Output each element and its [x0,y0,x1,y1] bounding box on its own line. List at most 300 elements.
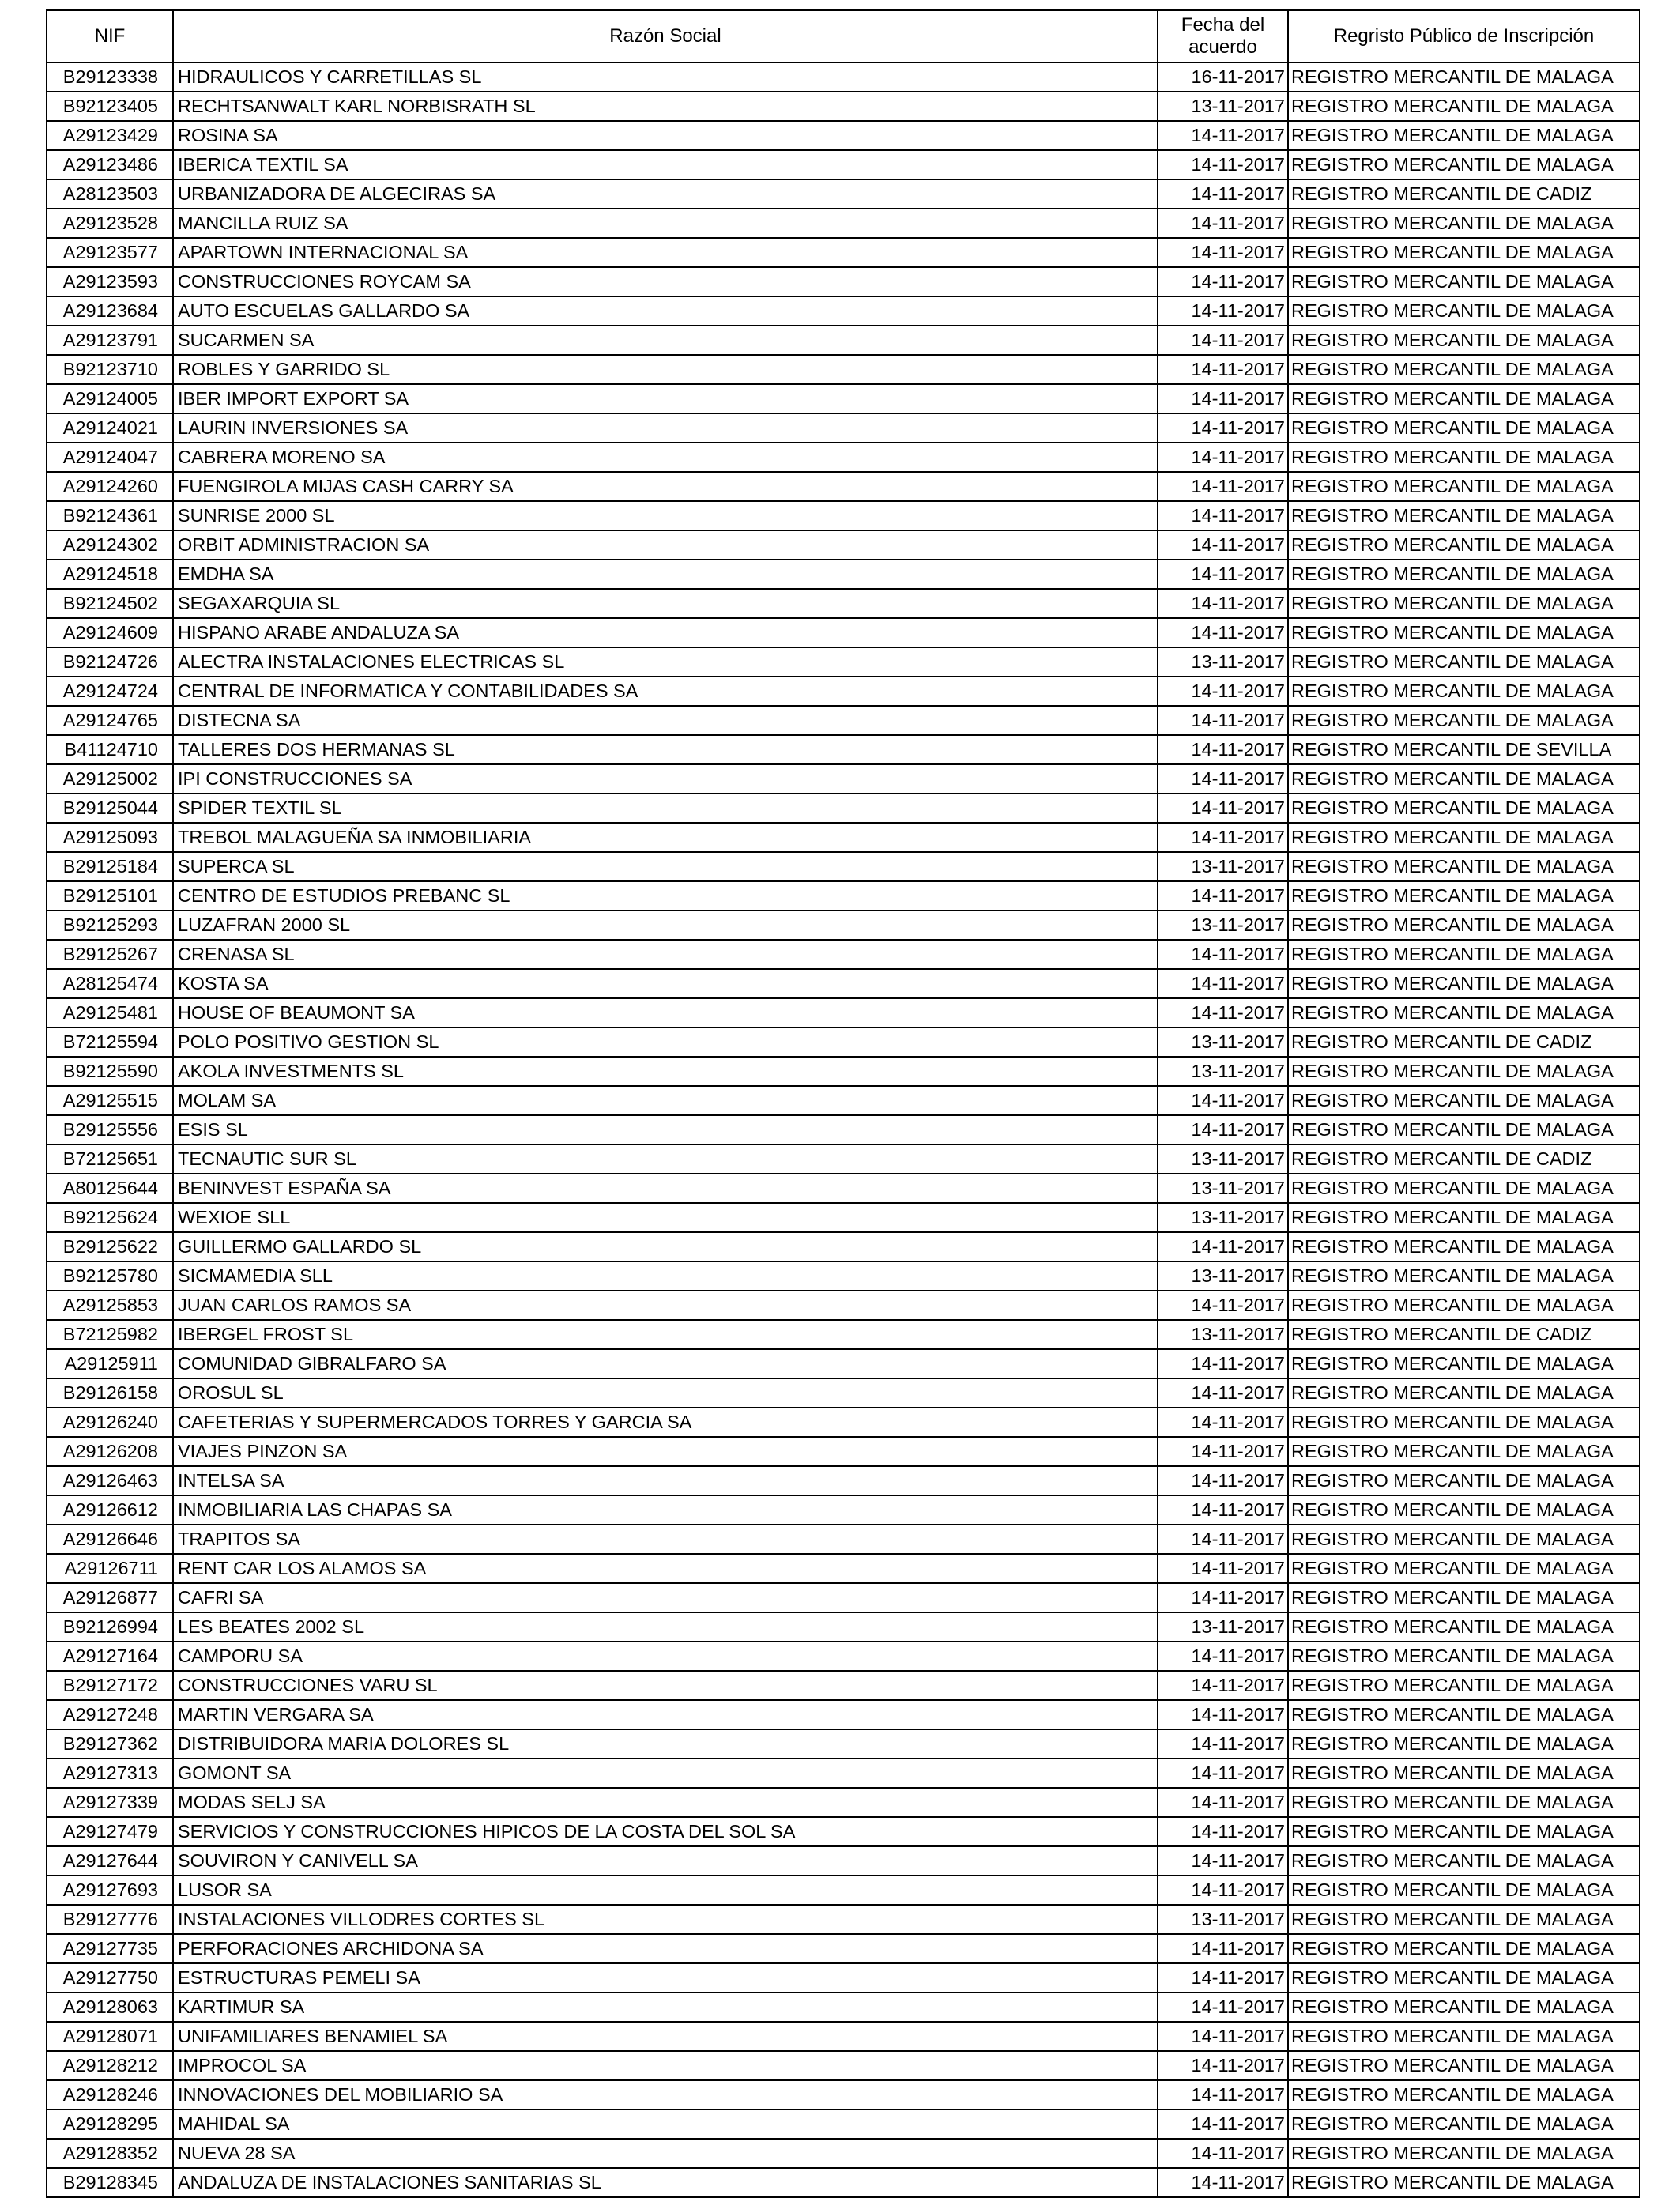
cell-registro: REGISTRO MERCANTIL DE SEVILLA [1288,735,1640,764]
cell-registro: REGISTRO MERCANTIL DE MALAGA [1288,1700,1640,1729]
cell-razon-social: ALECTRA INSTALACIONES ELECTRICAS SL [173,647,1158,677]
cell-nif: A29128071 [47,2022,173,2051]
cell-registro: REGISTRO MERCANTIL DE MALAGA [1288,647,1640,677]
cell-registro: REGISTRO MERCANTIL DE CADIZ [1288,179,1640,209]
cell-fecha: 14-11-2017 [1158,1729,1288,1759]
cell-razon-social: FUENGIROLA MIJAS CASH CARRY SA [173,472,1158,501]
table-row [47,735,1640,764]
cell-registro: REGISTRO MERCANTIL DE MALAGA [1288,2168,1640,2197]
cell-razon-social: ROSINA SA [173,121,1158,150]
cell-fecha: 13-11-2017 [1158,1057,1288,1086]
cell-nif: A29128063 [47,1993,173,2022]
table-row [47,2022,1640,2051]
cell-nif: A29127750 [47,1963,173,1993]
cell-fecha: 13-11-2017 [1158,1027,1288,1057]
cell-registro: REGISTRO MERCANTIL DE CADIZ [1288,1144,1640,1174]
header-registro: Regristo Público de Inscripción [1288,10,1640,62]
cell-registro: REGISTRO MERCANTIL DE MALAGA [1288,1495,1640,1525]
cell-fecha: 14-11-2017 [1158,150,1288,179]
cell-razon-social: JUAN CARLOS RAMOS SA [173,1291,1158,1320]
cell-nif: B29125267 [47,940,173,969]
table-row [47,2080,1640,2109]
cell-fecha: 13-11-2017 [1158,1174,1288,1203]
cell-registro: REGISTRO MERCANTIL DE MALAGA [1288,1846,1640,1876]
table-row [47,267,1640,296]
cell-nif: A29126646 [47,1525,173,1554]
cell-fecha: 14-11-2017 [1158,121,1288,150]
table-row [47,969,1640,998]
cell-fecha: 14-11-2017 [1158,1115,1288,1144]
cell-nif: A29123684 [47,296,173,326]
cell-registro: REGISTRO MERCANTIL DE MALAGA [1288,1905,1640,1934]
cell-razon-social: ROBLES Y GARRIDO SL [173,355,1158,384]
table-row [47,677,1640,706]
table-row [47,1642,1640,1671]
table-row [47,92,1640,121]
cell-registro: REGISTRO MERCANTIL DE MALAGA [1288,1583,1640,1612]
cell-registro: REGISTRO MERCANTIL DE MALAGA [1288,794,1640,823]
cell-fecha: 14-11-2017 [1158,1349,1288,1378]
cell-registro: REGISTRO MERCANTIL DE MALAGA [1288,1232,1640,1261]
cell-registro: REGISTRO MERCANTIL DE MALAGA [1288,764,1640,794]
cell-razon-social: MODAS SELJ SA [173,1788,1158,1817]
cell-razon-social: HIDRAULICOS Y CARRETILLAS SL [173,62,1158,92]
cell-nif: B92124361 [47,501,173,530]
header-fecha-acuerdo [1158,10,1288,62]
cell-razon-social: PERFORACIONES ARCHIDONA SA [173,1934,1158,1963]
table-row [47,2109,1640,2139]
cell-registro: REGISTRO MERCANTIL DE MALAGA [1288,1759,1640,1788]
cell-nif: A29124765 [47,706,173,735]
table-row [47,1876,1640,1905]
cell-registro: REGISTRO MERCANTIL DE MALAGA [1288,1203,1640,1232]
cell-nif: B92123405 [47,92,173,121]
cell-registro: REGISTRO MERCANTIL DE MALAGA [1288,969,1640,998]
cell-registro: REGISTRO MERCANTIL DE MALAGA [1288,2051,1640,2080]
cell-fecha: 14-11-2017 [1158,209,1288,238]
cell-registro: REGISTRO MERCANTIL DE MALAGA [1288,1057,1640,1086]
table-row [47,1729,1640,1759]
table-row [47,2051,1640,2080]
table-row [47,384,1640,413]
cell-razon-social: LES BEATES 2002 SL [173,1612,1158,1642]
table-row [47,326,1640,355]
cell-nif: A29124005 [47,384,173,413]
cell-razon-social: VIAJES PINZON SA [173,1437,1158,1466]
cell-razon-social: INNOVACIONES DEL MOBILIARIO SA [173,2080,1158,2109]
table-row [47,1115,1640,1144]
table-row [47,1612,1640,1642]
cell-fecha: 14-11-2017 [1158,2022,1288,2051]
cell-fecha: 14-11-2017 [1158,589,1288,618]
cell-fecha: 13-11-2017 [1158,1612,1288,1642]
table-row [47,530,1640,560]
cell-registro: REGISTRO MERCANTIL DE MALAGA [1288,1642,1640,1671]
cell-razon-social: INTELSA SA [173,1466,1158,1495]
table-row [47,881,1640,910]
cell-nif: A29123528 [47,209,173,238]
cell-fecha: 13-11-2017 [1158,1261,1288,1291]
cell-nif: B72125651 [47,1144,173,1174]
cell-razon-social: RECHTSANWALT KARL NORBISRATH SL [173,92,1158,121]
cell-razon-social: IBER IMPORT EXPORT SA [173,384,1158,413]
cell-nif: A29127693 [47,1876,173,1905]
cell-registro: REGISTRO MERCANTIL DE MALAGA [1288,1788,1640,1817]
header-nif: NIF [47,10,173,62]
cell-registro: REGISTRO MERCANTIL DE MALAGA [1288,589,1640,618]
cell-razon-social: IPI CONSTRUCCIONES SA [173,764,1158,794]
cell-fecha: 14-11-2017 [1158,472,1288,501]
cell-nif: B92126994 [47,1612,173,1642]
cell-razon-social: INMOBILIARIA LAS CHAPAS SA [173,1495,1158,1525]
table-row [47,1846,1640,1876]
cell-registro: REGISTRO MERCANTIL DE MALAGA [1288,1612,1640,1642]
cell-nif: A29125481 [47,998,173,1027]
cell-fecha: 14-11-2017 [1158,355,1288,384]
cell-fecha: 14-11-2017 [1158,296,1288,326]
cell-registro: REGISTRO MERCANTIL DE MALAGA [1288,1934,1640,1963]
cell-nif: B29127776 [47,1905,173,1934]
cell-registro: REGISTRO MERCANTIL DE MALAGA [1288,1086,1640,1115]
table-row [47,1437,1640,1466]
table-row [47,794,1640,823]
cell-nif: A29124260 [47,472,173,501]
cell-nif: A29127248 [47,1700,173,1729]
cell-razon-social: CAFETERIAS Y SUPERMERCADOS TORRES Y GARCIA SA [173,1408,1158,1437]
companies-table [46,9,1640,2198]
cell-fecha: 14-11-2017 [1158,1671,1288,1700]
cell-fecha: 14-11-2017 [1158,443,1288,472]
table-row [47,2168,1640,2197]
cell-nif: A29128246 [47,2080,173,2109]
cell-nif: A29126240 [47,1408,173,1437]
cell-razon-social: AKOLA INVESTMENTS SL [173,1057,1158,1086]
table-row [47,1934,1640,1963]
cell-nif: B92125624 [47,1203,173,1232]
cell-fecha: 14-11-2017 [1158,1086,1288,1115]
table-row [47,1788,1640,1817]
cell-fecha: 14-11-2017 [1158,560,1288,589]
cell-nif: A29126877 [47,1583,173,1612]
cell-razon-social: DISTRIBUIDORA MARIA DOLORES SL [173,1729,1158,1759]
cell-nif: B92123710 [47,355,173,384]
cell-razon-social: ANDALUZA DE INSTALACIONES SANITARIAS SL [173,2168,1158,2197]
cell-nif: A28123503 [47,179,173,209]
cell-fecha: 14-11-2017 [1158,618,1288,647]
cell-fecha: 14-11-2017 [1158,1408,1288,1437]
cell-fecha: 14-11-2017 [1158,969,1288,998]
cell-razon-social: CENTRAL DE INFORMATICA Y CONTABILIDADES SA [173,677,1158,706]
cell-registro: REGISTRO MERCANTIL DE MALAGA [1288,267,1640,296]
cell-razon-social: OROSUL SL [173,1378,1158,1408]
table-row [47,1700,1640,1729]
table-row [47,1203,1640,1232]
cell-registro: REGISTRO MERCANTIL DE MALAGA [1288,2022,1640,2051]
cell-nif: A29125911 [47,1349,173,1378]
cell-razon-social: KARTIMUR SA [173,1993,1158,2022]
table-row [47,1027,1640,1057]
cell-nif: A29128212 [47,2051,173,2080]
table-row [47,764,1640,794]
cell-nif: B29123338 [47,62,173,92]
cell-nif: A29123486 [47,150,173,179]
cell-razon-social: COMUNIDAD GIBRALFARO SA [173,1349,1158,1378]
cell-razon-social: URBANIZADORA DE ALGECIRAS SA [173,179,1158,209]
table-row [47,413,1640,443]
cell-registro: REGISTRO MERCANTIL DE MALAGA [1288,1291,1640,1320]
cell-razon-social: LUZAFRAN 2000 SL [173,910,1158,940]
cell-razon-social: ESTRUCTURAS PEMELI SA [173,1963,1158,1993]
cell-fecha: 14-11-2017 [1158,2080,1288,2109]
cell-nif: A29127479 [47,1817,173,1846]
cell-fecha: 14-11-2017 [1158,794,1288,823]
table-row [47,1349,1640,1378]
cell-razon-social: UNIFAMILIARES BENAMIEL SA [173,2022,1158,2051]
cell-razon-social: WEXIOE SLL [173,1203,1158,1232]
cell-fecha: 14-11-2017 [1158,1876,1288,1905]
cell-razon-social: SUNRISE 2000 SL [173,501,1158,530]
cell-fecha: 14-11-2017 [1158,384,1288,413]
cell-registro: REGISTRO MERCANTIL DE MALAGA [1288,150,1640,179]
cell-fecha: 13-11-2017 [1158,1203,1288,1232]
table-row [47,852,1640,881]
table-row [47,1993,1640,2022]
table-row [47,238,1640,267]
cell-registro: REGISTRO MERCANTIL DE MALAGA [1288,940,1640,969]
header-fecha-line2: acuerdo [1188,36,1257,58]
cell-registro: REGISTRO MERCANTIL DE MALAGA [1288,677,1640,706]
table-row [47,62,1640,92]
cell-nif: A29124724 [47,677,173,706]
cell-nif: B29125622 [47,1232,173,1261]
cell-razon-social: SERVICIOS Y CONSTRUCCIONES HIPICOS DE LA COSTA DEL SOL SA [173,1817,1158,1846]
cell-razon-social: CABRERA MORENO SA [173,443,1158,472]
cell-nif: B29127362 [47,1729,173,1759]
cell-registro: REGISTRO MERCANTIL DE MALAGA [1288,1671,1640,1700]
cell-nif: A29127735 [47,1934,173,1963]
cell-nif: A29126612 [47,1495,173,1525]
cell-registro: REGISTRO MERCANTIL DE MALAGA [1288,2080,1640,2109]
cell-razon-social: SEGAXARQUIA SL [173,589,1158,618]
cell-razon-social: APARTOWN INTERNACIONAL SA [173,238,1158,267]
table-row [47,1144,1640,1174]
cell-fecha: 14-11-2017 [1158,1934,1288,1963]
cell-nif: B92124502 [47,589,173,618]
table-row [47,1817,1640,1846]
cell-razon-social: CAFRI SA [173,1583,1158,1612]
cell-registro: REGISTRO MERCANTIL DE MALAGA [1288,1378,1640,1408]
cell-razon-social: CONSTRUCCIONES VARU SL [173,1671,1158,1700]
cell-razon-social: EMDHA SA [173,560,1158,589]
cell-registro: REGISTRO MERCANTIL DE MALAGA [1288,238,1640,267]
cell-nif: B92125590 [47,1057,173,1086]
cell-fecha: 14-11-2017 [1158,1846,1288,1876]
cell-registro: REGISTRO MERCANTIL DE MALAGA [1288,823,1640,852]
cell-fecha: 13-11-2017 [1158,910,1288,940]
cell-fecha: 14-11-2017 [1158,267,1288,296]
cell-registro: REGISTRO MERCANTIL DE MALAGA [1288,1466,1640,1495]
cell-registro: REGISTRO MERCANTIL DE MALAGA [1288,1408,1640,1437]
table-row [47,1905,1640,1934]
table-row [47,1963,1640,1993]
cell-registro: REGISTRO MERCANTIL DE MALAGA [1288,1554,1640,1583]
cell-razon-social: AUTO ESCUELAS GALLARDO SA [173,296,1158,326]
cell-nif: B92125780 [47,1261,173,1291]
header-razon-social: Razón Social [173,10,1158,62]
table-row [47,998,1640,1027]
cell-fecha: 13-11-2017 [1158,92,1288,121]
cell-razon-social: NUEVA 28 SA [173,2139,1158,2168]
table-row [47,1291,1640,1320]
cell-registro: REGISTRO MERCANTIL DE MALAGA [1288,1174,1640,1203]
cell-fecha: 13-11-2017 [1158,1905,1288,1934]
cell-razon-social: GOMONT SA [173,1759,1158,1788]
cell-registro: REGISTRO MERCANTIL DE MALAGA [1288,1729,1640,1759]
cell-razon-social: RENT CAR LOS ALAMOS SA [173,1554,1158,1583]
table-row [47,209,1640,238]
cell-registro: REGISTRO MERCANTIL DE MALAGA [1288,384,1640,413]
cell-fecha: 14-11-2017 [1158,677,1288,706]
table-row [47,443,1640,472]
table-row [47,1232,1640,1261]
cell-fecha: 14-11-2017 [1158,764,1288,794]
header-row [47,10,1640,62]
cell-fecha: 16-11-2017 [1158,62,1288,92]
cell-razon-social: MARTIN VERGARA SA [173,1700,1158,1729]
cell-registro: REGISTRO MERCANTIL DE MALAGA [1288,530,1640,560]
cell-fecha: 14-11-2017 [1158,1291,1288,1320]
table-row [47,1671,1640,1700]
cell-razon-social: CONSTRUCCIONES ROYCAM SA [173,267,1158,296]
cell-nif: A29125093 [47,823,173,852]
cell-nif: B72125982 [47,1320,173,1349]
cell-registro: REGISTRO MERCANTIL DE MALAGA [1288,443,1640,472]
cell-razon-social: TECNAUTIC SUR SL [173,1144,1158,1174]
cell-fecha: 13-11-2017 [1158,647,1288,677]
cell-fecha: 14-11-2017 [1158,530,1288,560]
cell-razon-social: TALLERES DOS HERMANAS SL [173,735,1158,764]
cell-nif: B29125184 [47,852,173,881]
cell-registro: REGISTRO MERCANTIL DE MALAGA [1288,1876,1640,1905]
table-row [47,1174,1640,1203]
cell-fecha: 14-11-2017 [1158,2109,1288,2139]
cell-fecha: 14-11-2017 [1158,1642,1288,1671]
cell-nif: A29126711 [47,1554,173,1583]
cell-nif: A29125853 [47,1291,173,1320]
table-row [47,823,1640,852]
cell-registro: REGISTRO MERCANTIL DE MALAGA [1288,209,1640,238]
cell-fecha: 13-11-2017 [1158,1144,1288,1174]
cell-registro: REGISTRO MERCANTIL DE MALAGA [1288,1963,1640,1993]
table-row [47,647,1640,677]
cell-fecha: 14-11-2017 [1158,2168,1288,2197]
cell-registro: REGISTRO MERCANTIL DE MALAGA [1288,501,1640,530]
cell-registro: REGISTRO MERCANTIL DE MALAGA [1288,1993,1640,2022]
cell-registro: REGISTRO MERCANTIL DE CADIZ [1288,1027,1640,1057]
cell-nif: A29127339 [47,1788,173,1817]
cell-razon-social: TRAPITOS SA [173,1525,1158,1554]
cell-fecha: 14-11-2017 [1158,413,1288,443]
cell-razon-social: LUSOR SA [173,1876,1158,1905]
cell-nif: B29125556 [47,1115,173,1144]
cell-fecha: 14-11-2017 [1158,326,1288,355]
cell-razon-social: ESIS SL [173,1115,1158,1144]
cell-registro: REGISTRO MERCANTIL DE MALAGA [1288,1115,1640,1144]
cell-nif: B29127172 [47,1671,173,1700]
cell-razon-social: CAMPORU SA [173,1642,1158,1671]
cell-fecha: 14-11-2017 [1158,1963,1288,1993]
cell-registro: REGISTRO MERCANTIL DE MALAGA [1288,1437,1640,1466]
cell-fecha: 14-11-2017 [1158,706,1288,735]
cell-razon-social: HOUSE OF BEAUMONT SA [173,998,1158,1027]
cell-razon-social: MANCILLA RUIZ SA [173,209,1158,238]
cell-nif: A29127164 [47,1642,173,1671]
cell-razon-social: IMPROCOL SA [173,2051,1158,2080]
cell-razon-social: MOLAM SA [173,1086,1158,1115]
cell-registro: REGISTRO MERCANTIL DE MALAGA [1288,881,1640,910]
cell-razon-social: SPIDER TEXTIL SL [173,794,1158,823]
cell-fecha: 14-11-2017 [1158,501,1288,530]
cell-registro: REGISTRO MERCANTIL DE MALAGA [1288,1349,1640,1378]
cell-fecha: 14-11-2017 [1158,881,1288,910]
cell-razon-social: KOSTA SA [173,969,1158,998]
table-row [47,1320,1640,1349]
cell-razon-social: TREBOL MALAGUEÑA SA INMOBILIARIA [173,823,1158,852]
cell-fecha: 14-11-2017 [1158,179,1288,209]
cell-nif: B29126158 [47,1378,173,1408]
cell-fecha: 14-11-2017 [1158,940,1288,969]
cell-registro: REGISTRO MERCANTIL DE MALAGA [1288,998,1640,1027]
cell-razon-social: SICMAMEDIA SLL [173,1261,1158,1291]
table-row [47,121,1640,150]
cell-razon-social: HISPANO ARABE ANDALUZA SA [173,618,1158,647]
cell-fecha: 14-11-2017 [1158,1554,1288,1583]
cell-fecha: 14-11-2017 [1158,1495,1288,1525]
cell-registro: REGISTRO MERCANTIL DE MALAGA [1288,62,1640,92]
table-row [47,1495,1640,1525]
cell-nif: B92124726 [47,647,173,677]
table-row [47,501,1640,530]
cell-razon-social: DISTECNA SA [173,706,1158,735]
cell-registro: REGISTRO MERCANTIL DE MALAGA [1288,1261,1640,1291]
cell-registro: REGISTRO MERCANTIL DE MALAGA [1288,355,1640,384]
table-row [47,1759,1640,1788]
cell-razon-social: CENTRO DE ESTUDIOS PREBANC SL [173,881,1158,910]
cell-fecha: 14-11-2017 [1158,2051,1288,2080]
cell-nif: A29125002 [47,764,173,794]
cell-fecha: 13-11-2017 [1158,1320,1288,1349]
cell-fecha: 14-11-2017 [1158,1993,1288,2022]
cell-fecha: 14-11-2017 [1158,1700,1288,1729]
cell-razon-social: BENINVEST ESPAÑA SA [173,1174,1158,1203]
cell-fecha: 13-11-2017 [1158,852,1288,881]
cell-nif: B72125594 [47,1027,173,1057]
cell-razon-social: INSTALACIONES VILLODRES CORTES SL [173,1905,1158,1934]
cell-nif: A29124518 [47,560,173,589]
cell-nif: A29126463 [47,1466,173,1495]
cell-nif: A29123791 [47,326,173,355]
table-row [47,472,1640,501]
cell-razon-social: SUCARMEN SA [173,326,1158,355]
table-row [47,2139,1640,2168]
table-row [47,150,1640,179]
cell-nif: A29124047 [47,443,173,472]
table-row [47,940,1640,969]
cell-registro: REGISTRO MERCANTIL DE MALAGA [1288,852,1640,881]
cell-razon-social: SOUVIRON Y CANIVELL SA [173,1846,1158,1876]
cell-nif: B29125101 [47,881,173,910]
cell-fecha: 14-11-2017 [1158,1525,1288,1554]
